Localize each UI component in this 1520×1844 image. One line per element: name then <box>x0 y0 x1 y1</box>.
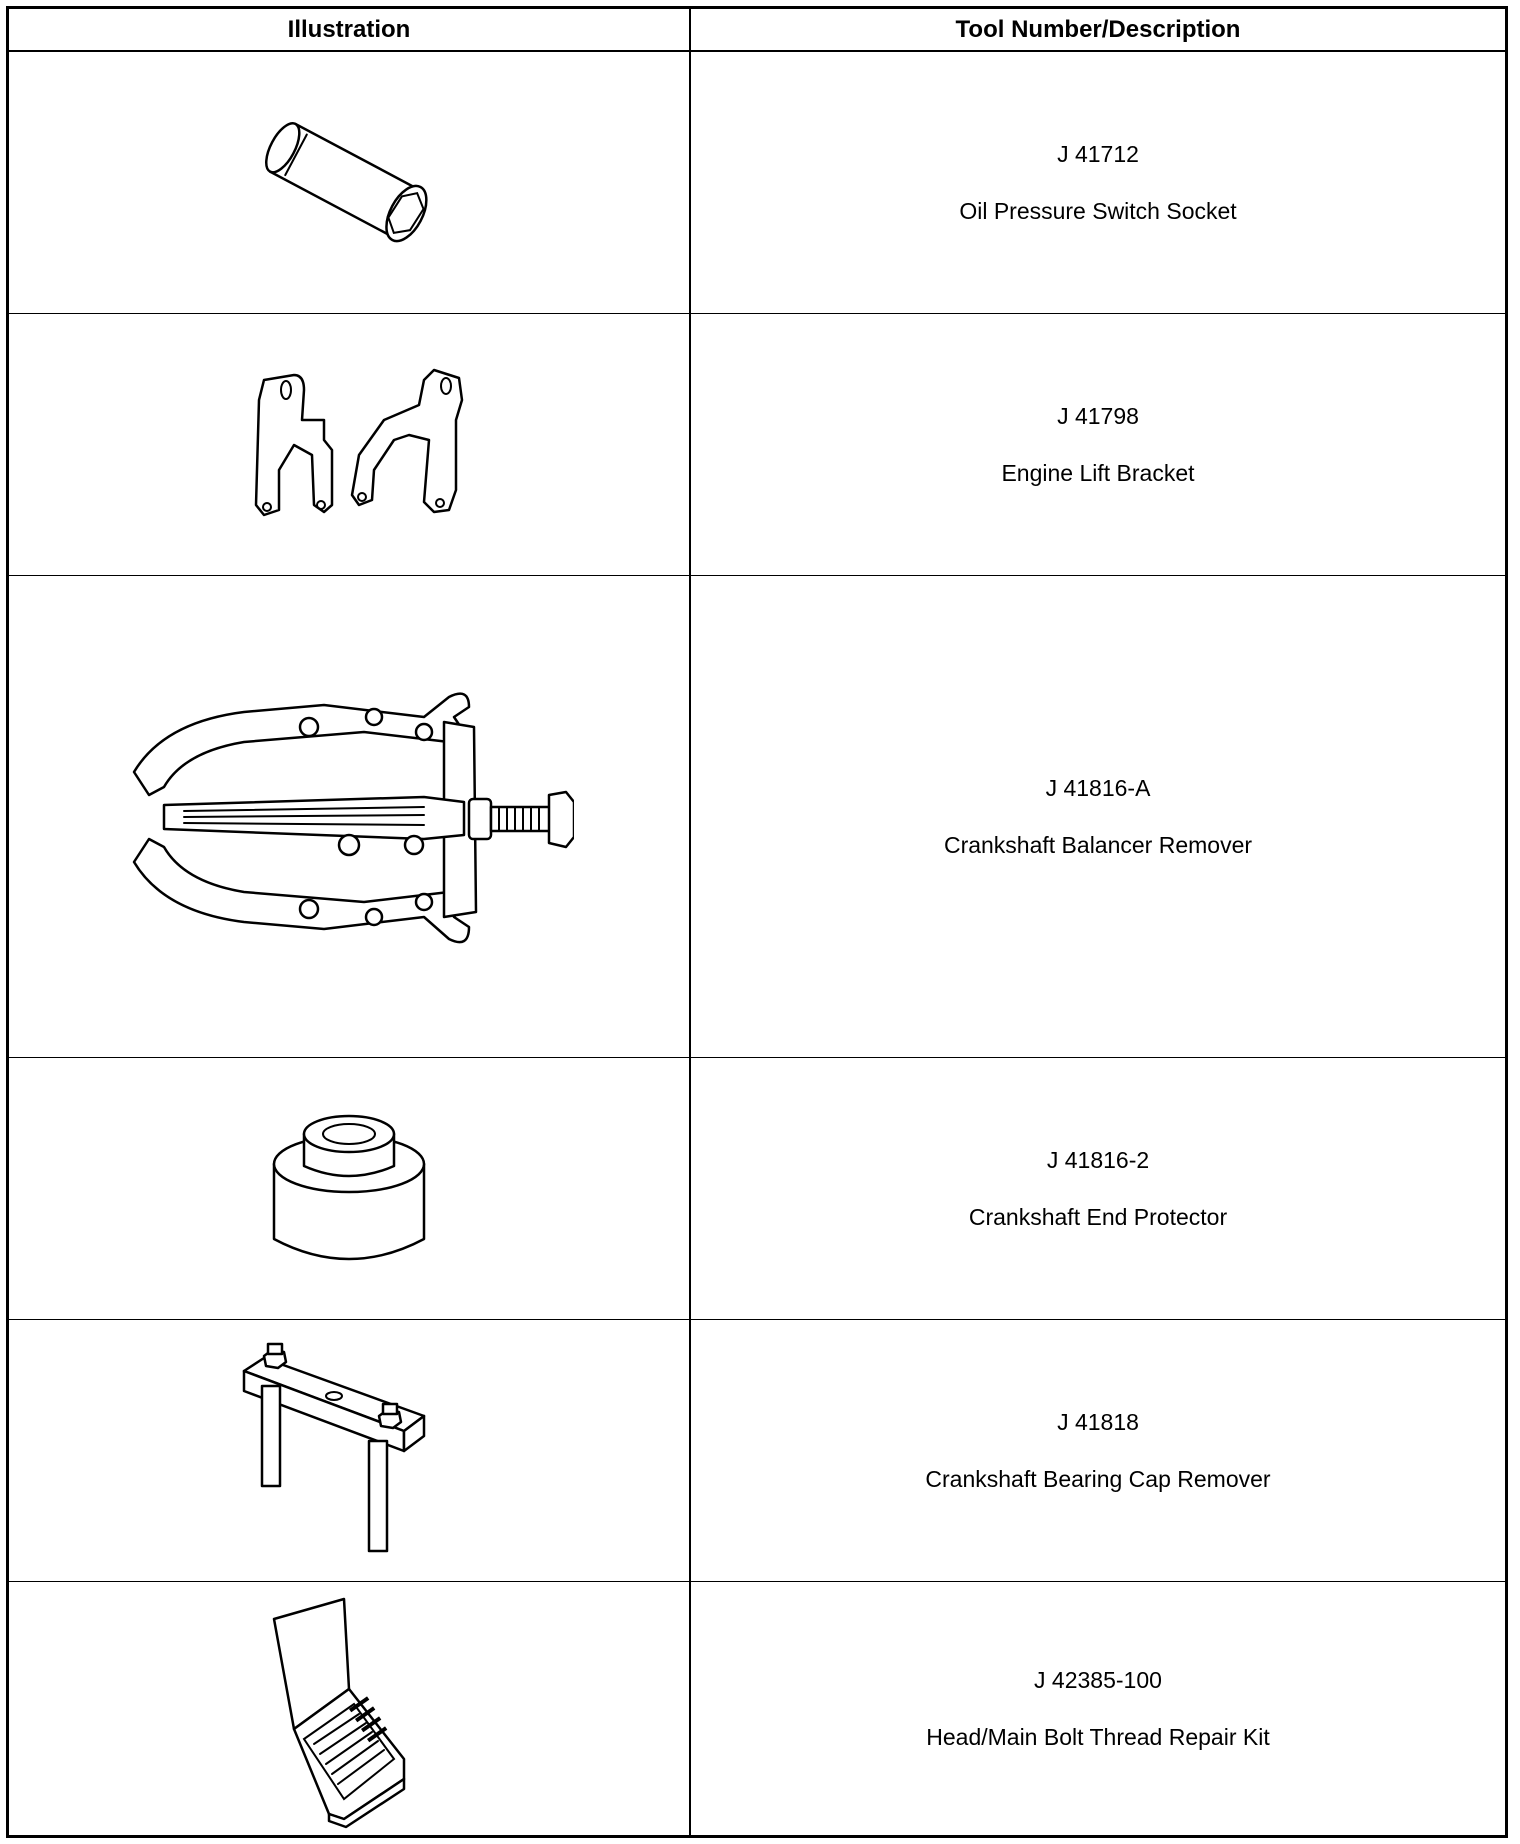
illustration-cell <box>9 314 689 575</box>
illustration-cell <box>9 1320 689 1581</box>
illustration-cell <box>9 1582 689 1835</box>
description-header: Tool Number/Description <box>955 16 1241 43</box>
tool-description: Head/Main Bolt Thread Repair Kit <box>926 1723 1270 1750</box>
illustration-cell <box>9 576 689 1057</box>
tool-number: J 41816-A <box>1045 774 1151 801</box>
tool-number: J 41818 <box>1057 1408 1139 1435</box>
table-row <box>9 1582 1505 1835</box>
tool-description: Engine Lift Bracket <box>1001 459 1195 486</box>
tool-table <box>6 6 1508 1838</box>
table-row <box>9 576 1505 1058</box>
thread-repair-kit-icon <box>254 1589 444 1829</box>
tool-number: J 42385-100 <box>1034 1666 1162 1693</box>
table-row <box>9 52 1505 314</box>
tool-description: Crankshaft Bearing Cap Remover <box>925 1465 1271 1492</box>
description-cell <box>691 1058 1505 1319</box>
end-protector-icon <box>249 1104 449 1274</box>
description-cell <box>691 1582 1505 1835</box>
balancer-puller-icon <box>124 677 574 957</box>
socket-icon <box>219 108 479 258</box>
tool-description: Oil Pressure Switch Socket <box>959 197 1237 224</box>
tool-number: J 41798 <box>1057 402 1139 429</box>
illustration-header: Illustration <box>287 16 411 43</box>
description-cell <box>691 52 1505 313</box>
bearing-cap-remover-icon <box>234 1336 464 1566</box>
table-row <box>9 314 1505 576</box>
tool-number: J 41712 <box>1057 140 1139 167</box>
table-row <box>9 1058 1505 1320</box>
table-row <box>9 1320 1505 1582</box>
description-cell <box>691 1320 1505 1581</box>
table-header-row <box>9 9 1505 52</box>
tool-description: Crankshaft Balancer Remover <box>943 831 1253 858</box>
illustration-cell <box>9 52 689 313</box>
lift-bracket-icon <box>224 360 474 530</box>
tool-number: J 41816-2 <box>1046 1146 1150 1173</box>
illustration-cell <box>9 1058 689 1319</box>
description-cell <box>691 576 1505 1057</box>
tool-description: Crankshaft End Protector <box>968 1203 1228 1230</box>
description-cell <box>691 314 1505 575</box>
